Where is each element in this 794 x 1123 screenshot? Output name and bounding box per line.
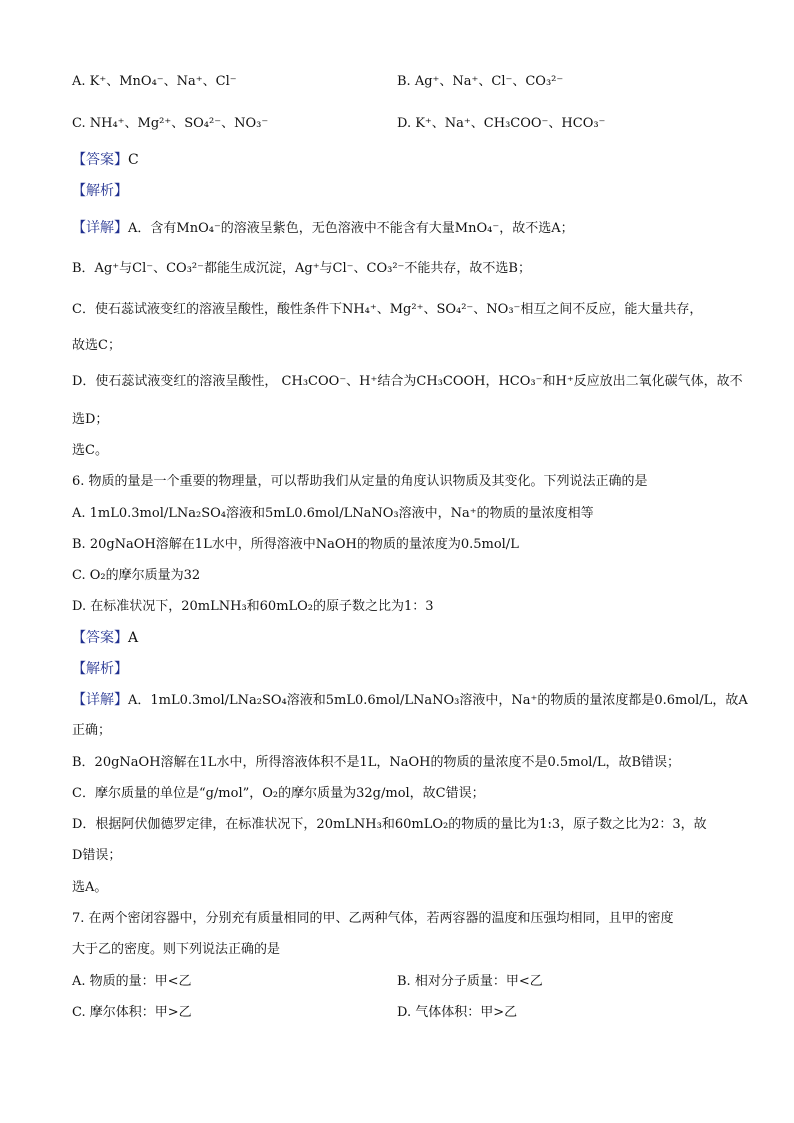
q6-detail-c: C．摩尔质量的单位是“g/mol”，O₂的摩尔质量为32g/mol，故C错误； <box>72 786 485 801</box>
q7-stem-line1: 7. 在两个密闭容器中，分别充有质量相同的甲、乙两种气体，若两容器的温度和压强均相同，且甲的密度 <box>72 911 674 926</box>
q5-detail-c-line1: C．使石蕊试液变红的溶液呈酸性，酸性条件下NH₄⁺、Mg²⁺、SO₄²⁻、NO₃⁻相互之间不反应，能大量共存， <box>72 302 703 317</box>
q5-analysis-tag <box>72 181 724 201</box>
detail-tag: 【详解】 <box>72 220 128 236</box>
q6-detail-d-line1: D．根据阿伏伽德罗定律，在标准状况下，20mLNH₃和60mLO₂的物质的量比为1:3，原子数之比为2：3，故 <box>72 817 707 832</box>
q5-conclusion: 选C。 <box>72 443 108 458</box>
q7-option-b: B. 相对分子质量：甲<乙 <box>397 974 543 989</box>
q6-detail-b: B．20gNaOH溶解在1L水中，所得溶液体积不是1L，NaOH的物质的量浓度不是0.5mol/L，故B错误； <box>72 755 681 770</box>
q6-option-b: B. 20gNaOH溶解在1L水中，所得溶液中NaOH的物质的量浓度为0.5mol/L <box>72 537 519 552</box>
q6-stem: 6. 物质的量是一个重要的物理量，可以帮助我们从定量的角度认识物质及其变化。下列说法正确的是 <box>72 474 648 489</box>
q6-detail-d-line2: D错误； <box>72 848 122 863</box>
q7-option-c: C. 摩尔体积：甲>乙 <box>72 1005 192 1020</box>
q6-detail-a-line1 <box>72 690 748 711</box>
q5-detail-c-line2: 故选C； <box>72 338 121 353</box>
q6-detail-a-line2: 正确； <box>72 723 112 738</box>
q6-detail-a-text: A．1mL0.3mol/LNa₂SO₄溶液和5mL0.6mol/LNaNO₃溶液中，Na⁺的物质的量浓度都是0.6mol/L，故A <box>128 693 748 708</box>
answer-tag: 【答案】 <box>72 152 128 168</box>
q5-detail-a <box>72 218 724 239</box>
q5-detail-a-text: A．含有MnO₄⁻的溶液呈紫色，无色溶液中不能含有大量MnO₄⁻，故不选A； <box>128 221 574 236</box>
q6-analysis-tag <box>72 659 724 679</box>
q5-answer <box>72 150 724 170</box>
q6-option-c: C. O₂的摩尔质量为32 <box>72 568 201 583</box>
q6-option-a: A. 1mL0.3mol/LNa₂SO₄溶液和5mL0.6mol/LNaNO₃溶液中，Na⁺的物质的量浓度相等 <box>72 506 594 521</box>
analysis-tag: 【解析】 <box>72 183 128 199</box>
q5-detail-d-line2: 选D； <box>72 412 109 427</box>
q6-conclusion: 选A。 <box>72 880 108 895</box>
q5-detail-d-line1: D．使石蕊试液变红的溶液呈酸性， CH₃COO⁻、H⁺结合为CH₃COOH，HCO₃⁻和H⁺反应放出二氧化碳气体，故不 <box>72 374 743 389</box>
q5-option-b: B. Ag⁺、Na⁺、Cl⁻、CO₃²⁻ <box>397 74 564 89</box>
q5-option-c: C. NH₄⁺、Mg²⁺、SO₄²⁻、NO₃⁻ <box>72 116 269 131</box>
answer-value: A <box>128 630 139 646</box>
q7-stem-line2: 大于乙的密度。则下列说法正确的是 <box>72 942 281 957</box>
q7-option-d: D. 气体体积：甲>乙 <box>397 1005 518 1020</box>
detail-tag: 【详解】 <box>72 692 128 708</box>
q7-option-a: A. 物质的量：甲<乙 <box>72 974 192 989</box>
q5-detail-b: B．Ag⁺与Cl⁻、CO₃²⁻都能生成沉淀，Ag⁺与Cl⁻、CO₃²⁻不能共存，故不选B； <box>72 261 531 276</box>
answer-tag: 【答案】 <box>72 630 128 646</box>
q6-option-d: D. 在标准状况下，20mLNH₃和60mLO₂的原子数之比为1：3 <box>72 599 434 614</box>
q5-option-a: A. K⁺、MnO₄⁻、Na⁺、Cl⁻ <box>72 74 237 89</box>
q6-answer <box>72 628 724 648</box>
q5-option-d: D. K⁺、Na⁺、CH₃COO⁻、HCO₃⁻ <box>397 116 606 131</box>
answer-value: C <box>128 152 139 168</box>
analysis-tag: 【解析】 <box>72 661 128 677</box>
